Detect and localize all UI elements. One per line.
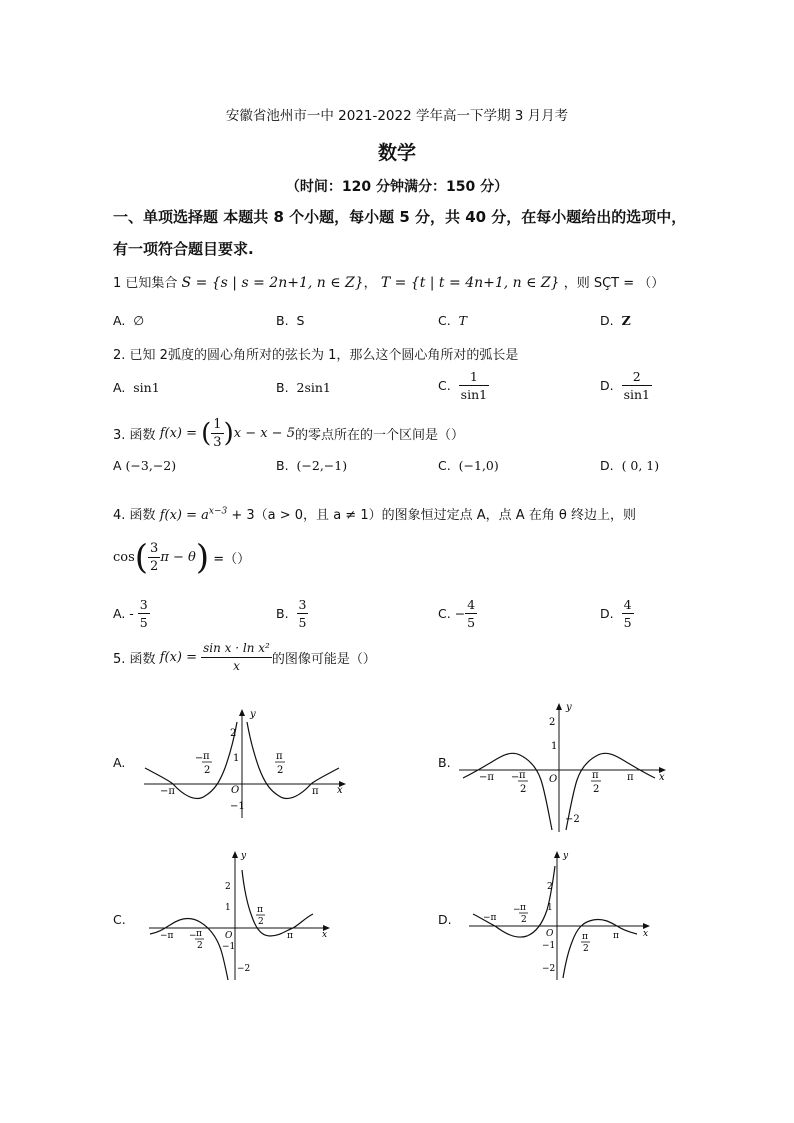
- q1-option-d[interactable]: D. Z: [600, 313, 631, 328]
- q2-option-a[interactable]: A. sin1: [113, 380, 160, 395]
- graph-c-neg-pi-half-num: π: [196, 929, 202, 939]
- graph-a-tick-1: 1: [233, 753, 240, 764]
- question-1-stem: 1 已知集合 S = {s | s = 2n+1, n ∈ Z}， T = {t | t = 4n+1, n ∈ Z} ，则 SÇT = （）: [113, 275, 665, 291]
- graph-d-minus: −: [513, 905, 521, 915]
- q3-base-fraction: $\frac{1}{3}$: [213, 417, 222, 450]
- graph-a-tick-neg-pi: −π: [160, 786, 175, 797]
- graph-b-neg-pi-half-den: 2: [520, 784, 527, 795]
- graph-b-tick-1: 1: [551, 741, 558, 752]
- graph-c-y-label: y: [241, 851, 247, 861]
- graph-a-neg-pi-half-num: π: [203, 751, 210, 762]
- graph-b-x-label: x: [659, 772, 665, 783]
- q1-prefix: 1 已知集合: [113, 276, 178, 291]
- q5-option-d-label[interactable]: D.: [438, 912, 452, 927]
- q1-set-s: S = {s | s = 2n+1, n ∈ Z}: [181, 275, 364, 291]
- q2-option-c[interactable]: C. $\frac{1}{\sin 1}$: [438, 369, 488, 402]
- graph-c-tick-neg2: −2: [237, 964, 251, 974]
- section-heading-line1: 一、单项选择题 本题共 8 个小题，每小题 5 分，共 40 分，在每小题给出的选项中，: [113, 208, 687, 226]
- graph-b-tick-neg2: −2: [565, 814, 580, 825]
- graph-d-x-label: x: [643, 929, 649, 939]
- graph-c-minus: −: [189, 931, 197, 941]
- q2-c-fraction: $\frac{1}{\sin 1}$: [460, 369, 488, 402]
- graph-c-tick-neg1: −1: [222, 942, 236, 952]
- graph-d-tick-neg1: −1: [542, 941, 556, 951]
- graph-b-origin: O: [549, 774, 558, 785]
- graph-d-origin: O: [546, 929, 554, 939]
- graph-d-tick-2: 2: [547, 882, 553, 892]
- graph-b-neg-pi-half-num: π: [519, 770, 526, 781]
- graph-b-y-label: y: [566, 702, 572, 713]
- graph-c-x-label: x: [322, 930, 328, 940]
- graph-b-pi-half-num: π: [592, 770, 599, 781]
- graph-a-tick-neg1: −1: [230, 801, 245, 812]
- q4-cos-fraction: $\frac{3}{2}$: [150, 541, 159, 574]
- graph-a-pi-half-num: π: [276, 751, 283, 762]
- graph-d-pi-half-num: π: [582, 932, 588, 942]
- q2-option-b[interactable]: B. 2sin1: [276, 380, 331, 395]
- graph-b-minus: −: [511, 772, 520, 783]
- q3-option-a[interactable]: A (−3,−2): [113, 458, 177, 473]
- section-heading-line2: 有一项符合题目要求.: [113, 240, 254, 258]
- subject-title: 数学: [377, 142, 416, 164]
- q5-graph-b[interactable]: [455, 700, 670, 839]
- graph-a-tick-2: 2: [230, 728, 237, 739]
- graph-c-tick-neg-pi: −π: [160, 931, 174, 941]
- graph-d-pi-half-den: 2: [583, 944, 589, 954]
- graph-b-pi-half-den: 2: [593, 784, 600, 795]
- q3-option-d[interactable]: D. ( 0, 1): [600, 458, 660, 473]
- graph-c-pi-half-den: 2: [258, 917, 264, 927]
- q5-graph-c[interactable]: [145, 848, 335, 987]
- graph-b-tick-neg-pi: −π: [479, 772, 494, 783]
- q1-option-c[interactable]: C. T: [438, 313, 467, 328]
- graph-c-tick-2: 2: [225, 882, 231, 892]
- question-4-stem: 4. 函数 $f(x) = a^{x-3} + 3(a > 0$，且 a ≠ 1）的图象恒过定点 A，点 A 在角 θ 终边上，则: [113, 506, 636, 523]
- graph-b-tick-pi: π: [627, 772, 634, 783]
- graph-a-y-label: y: [250, 709, 256, 720]
- question-3-stem: 3. 函数 f(x) = ( $\frac{1}{3}$ )x − x − 5的零点所在的一个区间是（）: [113, 417, 464, 450]
- q1-option-a[interactable]: A. ∅: [113, 313, 145, 328]
- q1-set-t: T = {t | t = 4n+1, n ∈ Z}: [380, 275, 560, 291]
- exam-school-title: 安徽省池州市一中 2021-2022 学年高一下学期 3 月月考: [225, 108, 569, 124]
- graph-c-tick-pi: π: [287, 931, 293, 941]
- graph-d-neg-pi-half-den: 2: [521, 915, 527, 925]
- graph-d-tick-neg2: −2: [542, 964, 556, 974]
- graph-a-x-label: x: [337, 785, 343, 796]
- graph-a-minus: −: [195, 753, 204, 764]
- q4-option-c[interactable]: C. − $\frac{4}{5}$: [438, 597, 476, 630]
- question-2-stem: 2. 已知 2弧度的圆心角所对的弦长为 1，那么这个圆心角所对的弧长是: [113, 348, 519, 363]
- q5-graph-a[interactable]: [140, 706, 350, 825]
- graph-d-neg-pi-half-num: π: [520, 903, 526, 913]
- graph-d-y-label: y: [563, 851, 569, 861]
- graph-d-tick-pi: π: [613, 931, 619, 941]
- q3-option-b[interactable]: B. (−2,−1): [276, 458, 348, 473]
- q4-option-a[interactable]: A. - $\frac{3}{5}$: [113, 597, 148, 630]
- q5-function-fraction: $\frac{\text{sin x · ln x²}}{x}$: [203, 641, 270, 673]
- graph-c-neg-pi-half-den: 2: [197, 941, 203, 951]
- graph-d-tick-neg-pi: −π: [483, 913, 497, 923]
- graph-a-tick-pi: π: [312, 786, 319, 797]
- graph-c-pi-half-num: π: [257, 905, 263, 915]
- graph-d-tick-1: 1: [547, 903, 553, 913]
- q3-option-c[interactable]: C. (−1,0): [438, 458, 499, 473]
- q5-option-c-label[interactable]: C.: [113, 912, 126, 927]
- q5-graph-d[interactable]: [465, 848, 655, 987]
- q4-option-b[interactable]: B. $\frac{3}{5}$: [276, 597, 307, 630]
- graph-a-neg-pi-half-den: 2: [204, 765, 211, 776]
- graph-a-pi-half-den: 2: [277, 765, 284, 776]
- q5-option-a-label[interactable]: A.: [113, 755, 126, 770]
- q1-option-b[interactable]: B. S: [276, 313, 305, 328]
- q1-suffix: ，则 SÇT = （）: [563, 276, 665, 291]
- question-5-stem: 5. 函数 f(x) = $\frac{\text{sin x · ln x²}}{x}$ 的图像可能是（）: [113, 641, 376, 673]
- q2-d-fraction: $\frac{2}{\sin 1}$: [623, 369, 650, 402]
- q4-option-d[interactable]: D. $\frac{4}{5}$: [600, 597, 632, 630]
- q5-option-b-label[interactable]: B.: [438, 755, 451, 770]
- graph-a-origin: O: [231, 785, 240, 796]
- time-info: （时间：120 分钟满分：150 分）: [285, 179, 509, 195]
- graph-b-tick-2: 2: [549, 717, 556, 728]
- question-4-cos-expression: cos( $\frac{3}{2}$ π − θ) =（）: [113, 537, 251, 578]
- graph-c-origin: O: [225, 931, 233, 941]
- graph-c-tick-1: 1: [225, 903, 231, 913]
- q2-option-d[interactable]: D. $\frac{2}{\sin 1}$: [600, 369, 650, 402]
